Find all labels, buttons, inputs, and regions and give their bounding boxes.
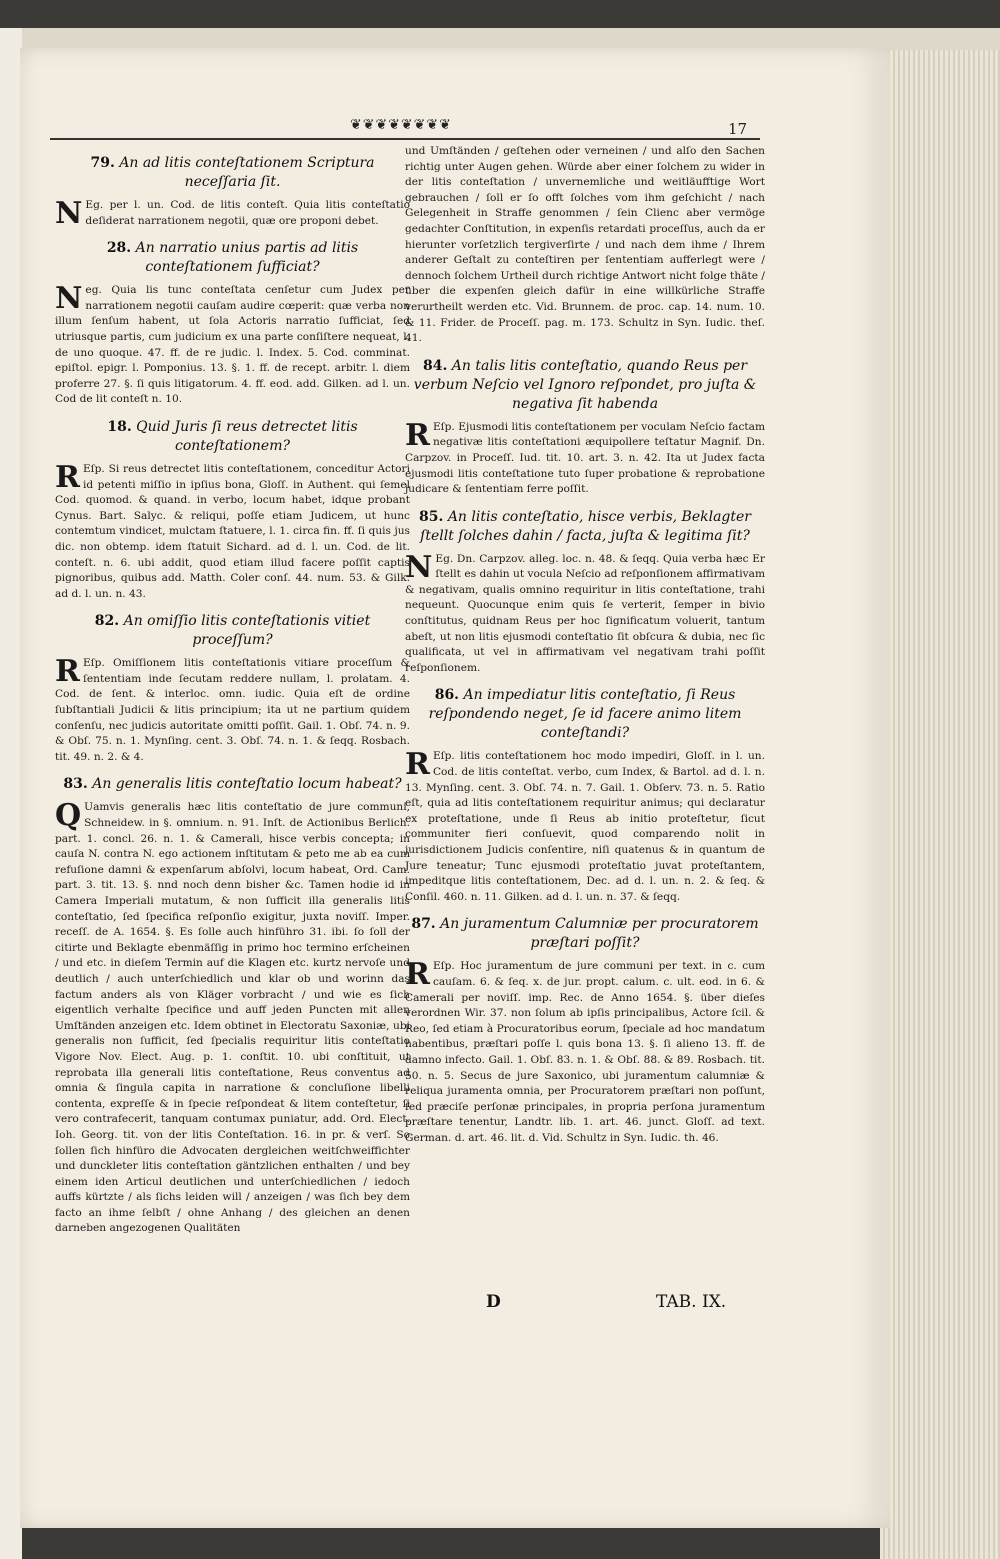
section-number: 84. <box>422 357 448 374</box>
drop-cap: R <box>405 747 430 783</box>
section-number: 83. <box>63 776 88 793</box>
header-ornament: ❦❦❦❦❦❦❦❦ <box>350 117 452 133</box>
section <box>55 612 410 765</box>
section <box>405 357 765 498</box>
body-text: Eſp. Omiſſionem litis conteſtationis vitiare proceſſum & ſententiam inde ſecutam reddere nullam, l. prolatam. 4. Cod. de ſent. & interloc. omn. iudic. Quia eſt de ordine ſubſtantiali Judicii & litis principium; ita ut ne partium quidem conſenſu, nec judicis autoritate omitti poſſit. Gail. 1. Obſ. 74. n. 9. & Obſ. 75. n. 1. Mynſing. cent. 3. Obſ. 74. n. 1. & ſeqq. Rosbach. tit. 49. n. 2. & 4. <box>55 657 410 763</box>
body-text: Eg. Dn. Carpzov. alleg. loc. n. 48. & ſeqq. Quia verba hæc Er ſtellt es dahin ut vocula Neſcio ad reſponſionem affirmativam & negativam, qualis omnino requiritur in litis conteſtatione, trahi nequeunt. Quocunque enim quis ſe verterit, ſemper in bivio conſtitutus, quidnam Reus per hoc ſignificatum voluerit, tantum abeſt, ut non litis ejusmodi conteſtatio ſit obſcura & dubia, nec ſic qualificata, ut vel in affirmativam vel negativam trahi poſſit reſponſionem. <box>405 552 765 674</box>
section-title: An litis conteſtatio, hisce verbis, Beklagter ſtellt ſolches dahin / facta, juſta & legitima ſit? <box>420 508 751 544</box>
section-body <box>55 283 410 408</box>
section-body <box>405 144 765 347</box>
section-body <box>55 198 410 229</box>
section-heading <box>55 775 410 794</box>
section-body <box>405 549 765 677</box>
section-heading <box>55 418 410 456</box>
section <box>55 418 410 602</box>
section-heading <box>55 154 410 192</box>
drop-cap: N <box>405 549 433 585</box>
section <box>55 239 410 408</box>
section-number: 86. <box>434 687 460 704</box>
section-number: 82. <box>94 613 120 630</box>
section-title: An narratio unius partis ad litis conteſtationem ſufficiat? <box>135 240 359 276</box>
body-text: eg. Quia lis tunc conteſtata cenſetur cum Judex per narrationem negotii cauſam audire cœperit: quæ verba non illum ſenſum habent, ut ſola Actoris narratio ſufficiat, ſed utriusque partis, cum judicium ex una parte conſiſtere nequeat, l. de uno quoque. 47. ff. de re judic. l. Index. 5. Cod. comminat. epiſtol. epigr. l. Pomponius. 13. §. 1. ff. de recept. arbitr. l. diem proferre 27. §. ſi quis litigatorum. 4. ff. eod. add. Gilken. ad l. un. Cod de lit conteſt n. 10. <box>55 284 410 406</box>
section-heading <box>405 508 765 546</box>
drop-cap: R <box>55 654 80 690</box>
section-body <box>405 959 765 1146</box>
body-text: Eſp. Si reus detrectet litis conteſtationem, conceditur Actori id petenti miſſio in ipſius bona, Gloſſ. in Authent. qui ſemel Cod. quomod. & quand. in verbo, locum habet, idque probant Cynus. Bart. Salyc. & reliqui, poſſe etiam Judicem, ut hunc contemtum vindicet, mulctam ſtatuere, l. 1. circa fin. ff. ſi quis jus dic. non obtemp. idem ſtatuit Sichard. ad d. l. un. Cod. de lit. conteſt. n. 6. ubi addit, quod etiam illud facere poſſit captis pignoribus, quibus add. Matth. Coler conſ. 44. num. 53. & Gilk. ad d. l. un. n. 43. <box>55 462 410 600</box>
section-title: An ad litis conteſtationem Scriptura neceſſaria ſit. <box>119 155 375 190</box>
book-page-stack <box>880 50 1000 1559</box>
section-heading <box>405 686 765 743</box>
section <box>405 915 765 1146</box>
drop-cap: R <box>405 417 430 453</box>
section-body <box>405 749 765 905</box>
section <box>405 508 765 677</box>
section-body <box>55 800 410 1237</box>
section-title: An generalis litis conteſtatio locum habeat? <box>92 776 402 793</box>
body-text: Uamvis generalis hæc litis conteſtatio de jure communi, Schneidew. in §. omnium. n. 91. Inſt. de Actionibus Berlich. part. 1. concl. 26. n. 1. & Camerali, hisce verbis concepta; in cauſa N. contra N. ego actionem inſtitutam & peto me ab ea cum refuſione damni & expenſarum abſolvi, locum habeat, Ord. Cam. part. 3. tit. 13. §. nnd noch denn bisher &c. Tamen hodie id in Camera Imperiali mutatum, & non ſufficit illa generalis litis conteſtatio, ſed ſpecifica reſponſio exigitur, juxta noviſſ. Imper. receſſ. de A. 1654. §. Es ſolle auch hinführo 31. ibi. ſo ſoll der citirte und Beklagte ebenmäſſig in primo hoc termino erſcheinen / und etc. in dieſem Termin auf die Klagen etc. kurtz nervoſe und deutlich / auch unterſchiedlich und klar ob und worinn das factum anders als von Kläger vorbracht / und wie es ſich eigentlich verhalte ſpecifice und auff jeden Puncten mit allen Umſtänden anzeigen etc. Idem obtinet in Electoratu Saxoniæ, ubi generalis non ſufficit, ſed ſpecialis requiritur litis conteſtatio Vigore Nov. Elect. Aug. p. 1. conſtit. 10. ubi conſtituit, ut reprobata illa generali litis conteſtatione, Reus conventus ad omnia & ſingula capita in narratione & concluſione libelli contenta, expreſſe & in ſpecie reſpondeat & litem conteſtetur, ſi vero contrafecerit, tanquam contumax puniatur, add. Ord. Elect. Ioh. Georg. tit. von der litis Conteſtation. 16. in pr. & verſ. So ſollen ſich hinfüro die Advocaten dergleichen weitſchweiffichter und dunckleter litis conteſtation gäntzlichen enthalten / und bey einem iden Articul deutlichen und unterſchiedlichen / iedoch auffs kürtzte / als ſichs leiden will / anzeigen / was ſich bey dem facto an ihme ſelbſt / ohne Anhang / des gleichen an denen darneben angezogenen Qualitäten <box>55 801 410 1235</box>
section <box>55 154 410 229</box>
page-footer <box>486 1292 786 1316</box>
page-number: 17 <box>728 120 748 138</box>
section <box>55 775 410 1237</box>
catchword: TAB. IX. <box>656 1292 727 1312</box>
section-number: 28. <box>106 240 132 257</box>
section-number: 87. <box>411 916 436 933</box>
section-title: An omiſſio litis conteſtationis vitiet proceſſum? <box>123 613 371 649</box>
signature-mark: D <box>486 1292 501 1312</box>
body-text: und Umſtänden / geſtehen oder verneinen / und alſo den Sachen richtig unter Augen gehen. Würde aber einer ſolchem zu wider in der litis conteſtation / unvernemliche und weitläufftige Wort gebrauchen / ſoll er ſo offt ſolches vom ihm geſchicht / nach Gelegenheit in Straffe genommen / ſein Clienc aber vermöge gedachter Conſtitution, in expenſis retardati proceſſus, auch da er hierunter vorſetzlich tergiverſirte / und nach dem ihme / Ihrem anderer Geſtalt zu conteſtiren per ſententiam aufferlegt were / dennoch ſolchem Urtheil durch richtige Antwort nicht folge thäte / über die expenſen gleich dafür in eine willkürliche Straffe verurtheilt werden etc. Vid. Brunnem. de proc. cap. 14. num. 10. & 11. Frider. de Proceſſ. pag. m. 173. Schultz in Syn. Iudic. theſ. 41. <box>405 145 765 345</box>
section-number: 79. <box>90 155 115 171</box>
section-body <box>405 417 765 498</box>
section-heading <box>55 612 410 650</box>
right-column <box>405 144 765 1153</box>
section-title: Quid Juris ſi reus detrectet litis conteſtationem? <box>136 418 358 454</box>
section-number: 85. <box>419 508 444 525</box>
body-text: Eſp. Hoc juramentum de jure communi per text. in c. cum cauſam. 6. & ſeq. x. de jur. propt. calum. c. ult. eod. in 6. & Camerali per noviſſ. imp. Rec. de Anno 1654. §. über dieſes verordnen Wir. 37. non ſolum ab ipſis principalibus, Actore ſcil. & Reo, ſed etiam à Procuratoribus eorum, ſpeciale ad hoc mandatum habentibus, præſtari poſſe l. quis bona 13. §. ſi alieno 13. ff. de damno infecto. Gail. 1. Obſ. 83. n. 1. & Obſ. 88. & 89. Rosbach. tit. 50. n. 5. Secus de jure Saxonico, ubi juramentum calumniæ & reliqua juramenta omnia, per Procuratorem præſtari non poſſunt, ſed præciſe perſonæ principales, in propria perſona juramentum præſtare tenentur, Landtr. lib. 1. art. 46. junct. Gloſſ. ad text. German. d. art. 46. lit. d. Vid. Schultz in Syn. Iudic. th. 46. <box>405 960 765 1144</box>
section-heading <box>55 239 410 277</box>
body-text: Eſp. Ejusmodi litis conteſtationem per voculam Neſcio factam negativæ litis conteſtationi æquipollere teſtatur Magnif. Dn. Carpzov. in Proceſſ. Iud. tit. 10. art. 3. n. 42. Ita ut Judex facta ejusmodi litis conteſtatione tuto ſuper probatione & reprobatione judicare & ſententiam ferre poſſit. <box>405 420 765 496</box>
drop-cap: N <box>55 281 83 317</box>
section-title: An juramentum Calumniæ per procuratorem præſtari poſſit? <box>440 916 759 952</box>
section-heading <box>405 357 765 414</box>
section <box>405 686 765 905</box>
section-title: An impediatur litis conteſtatio, ſi Reus reſpondendo neget, ſe id facere animo litem conteſtandi? <box>428 687 742 742</box>
drop-cap: R <box>55 459 80 495</box>
drop-cap: Q <box>55 798 82 834</box>
section-body <box>55 656 410 765</box>
section-body <box>55 459 410 602</box>
section-number: 18. <box>107 418 132 435</box>
drop-cap: N <box>55 196 83 231</box>
body-text: Eg. per l. un. Cod. de litis conteſt. Quia litis conteſtatio deſiderat narrationem negotii, quæ ore proponi debet. <box>85 199 410 227</box>
left-column <box>55 144 410 1243</box>
section-heading <box>405 915 765 953</box>
section <box>405 144 765 347</box>
book-left-edge <box>0 28 22 1559</box>
header-rule <box>50 138 760 140</box>
section-title: An talis litis conteſtatio, quando Reus per verbum Neſcio vel Ignoro reſpondet, pro juſta & negativa ſit habenda <box>413 357 757 412</box>
drop-cap: R <box>405 957 430 993</box>
body-text: Eſp. litis conteſtationem hoc modo impediri, Gloſſ. in l. un. Cod. de litis conteſtat. verbo, cum Index, & Bartol. ad d. l. n. 13. Mynſing. cent. 3. Obſ. 74. n. 7. Gail. 1. Obſerv. 73. n. 5. Ratio eſt, quia ad litis conteſtationem requiritur animus; qui declaratur ex proteſtatione, unde ſi Reus ab initio proteſtetur, ſicut communiter fieri conſuevit, quod comparendo nolit in jurisdictionem Judicis conſentire, niſi quatenus & in quantum de Jure teneatur; Tunc ejusmodi proteſtatio juvat proteſtantem, impeditque litis conteſtationem, Dec. ad d. l. un. n. 2. & ſeq. & Conſil. 460. n. 11. Gilken. ad d. l. un. n. 37. & ſeqq. <box>405 750 765 903</box>
